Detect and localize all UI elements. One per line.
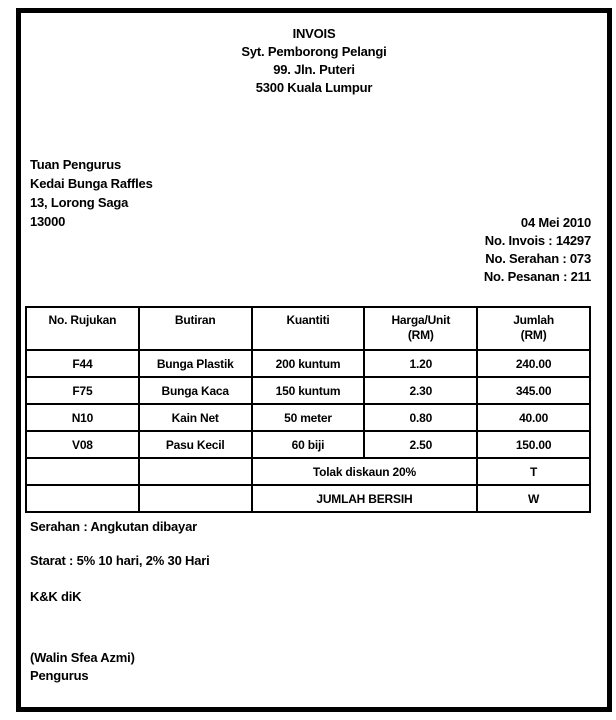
recipient-postcode: 13000 xyxy=(30,214,66,229)
col-header-sublabel: (RM) xyxy=(407,328,434,342)
delivery-terms: Serahan : Angkutan dibayar xyxy=(30,519,197,534)
summary-row-net-total xyxy=(26,485,590,512)
table-header-row xyxy=(26,307,590,350)
cell-qty: 60 biji xyxy=(252,431,365,458)
col-header-jumlah xyxy=(477,307,590,350)
col-header-label: Jumlah xyxy=(513,313,554,327)
cell-total: 40.00 xyxy=(477,404,590,431)
empty-cell xyxy=(26,485,139,512)
invoice-table xyxy=(25,306,591,513)
empty-cell xyxy=(26,458,139,485)
summary-value-net-total: W xyxy=(477,485,590,512)
cell-item: Kain Net xyxy=(139,404,252,431)
recipient-salutation: Tuan Pengurus xyxy=(30,157,122,172)
col-header-label: Butiran xyxy=(174,313,216,327)
table-row xyxy=(26,404,590,431)
errors-excepted-note: K&K diK xyxy=(30,589,82,604)
cell-total: 345.00 xyxy=(477,377,590,404)
cell-qty: 50 meter xyxy=(252,404,365,431)
invoice-page xyxy=(16,8,612,712)
invoice-date: 04 Mei 2010 xyxy=(520,215,591,230)
signature-name: (Walin Sfea Azmi) xyxy=(30,650,135,665)
summary-value-discount: T xyxy=(477,458,590,485)
cell-price: 0.80 xyxy=(364,404,477,431)
cell-ref: F44 xyxy=(26,350,139,377)
summary-label-discount: Tolak diskaun 20% xyxy=(252,458,478,485)
cell-item: Bunga Plastik xyxy=(139,350,252,377)
col-header-label: No. Rujukan xyxy=(48,313,117,327)
cell-qty: 150 kuntum xyxy=(252,377,365,404)
table-row xyxy=(26,377,590,404)
cell-total: 240.00 xyxy=(477,350,590,377)
empty-cell xyxy=(139,458,252,485)
company-street: 99. Jln. Puteri xyxy=(273,62,355,77)
col-header-harga xyxy=(364,307,477,350)
company-city: 5300 Kuala Lumpur xyxy=(255,80,373,95)
cell-qty: 200 kuntum xyxy=(252,350,365,377)
cell-price: 2.50 xyxy=(364,431,477,458)
col-header-sublabel: (RM) xyxy=(520,328,547,342)
cell-ref: V08 xyxy=(26,431,139,458)
cell-ref: F75 xyxy=(26,377,139,404)
col-header-butiran xyxy=(139,307,252,350)
col-header-kuantiti xyxy=(252,307,365,350)
payment-terms: Starat : 5% 10 hari, 2% 30 Hari xyxy=(30,553,210,568)
recipient-name: Kedai Bunga Raffles xyxy=(30,176,153,191)
table-row xyxy=(26,350,590,377)
table-row xyxy=(26,431,590,458)
cell-price: 1.20 xyxy=(364,350,477,377)
order-number: No. Pesanan : 211 xyxy=(483,269,591,284)
invoice-title: INVOIS xyxy=(292,26,336,41)
empty-cell xyxy=(139,485,252,512)
cell-price: 2.30 xyxy=(364,377,477,404)
cell-item: Pasu Kecil xyxy=(139,431,252,458)
cell-item: Bunga Kaca xyxy=(139,377,252,404)
invoice-number: No. Invois : 14297 xyxy=(484,233,591,248)
col-header-rujukan xyxy=(26,307,139,350)
col-header-label: Kuantiti xyxy=(286,313,330,327)
invoice-header xyxy=(21,25,607,97)
recipient-street: 13, Lorong Saga xyxy=(30,195,129,210)
delivery-number: No. Serahan : 073 xyxy=(485,251,591,266)
company-name: Syt. Pemborong Pelangi xyxy=(241,44,387,59)
summary-row-discount xyxy=(26,458,590,485)
col-header-label: Harga/Unit xyxy=(391,313,451,327)
invoice-info-block xyxy=(484,214,591,286)
cell-ref: N10 xyxy=(26,404,139,431)
summary-label-net-total: JUMLAH BERSIH xyxy=(252,485,478,512)
signature-title: Pengurus xyxy=(30,668,89,683)
recipient-block xyxy=(30,155,153,231)
cell-total: 150.00 xyxy=(477,431,590,458)
signature-block xyxy=(30,649,135,685)
